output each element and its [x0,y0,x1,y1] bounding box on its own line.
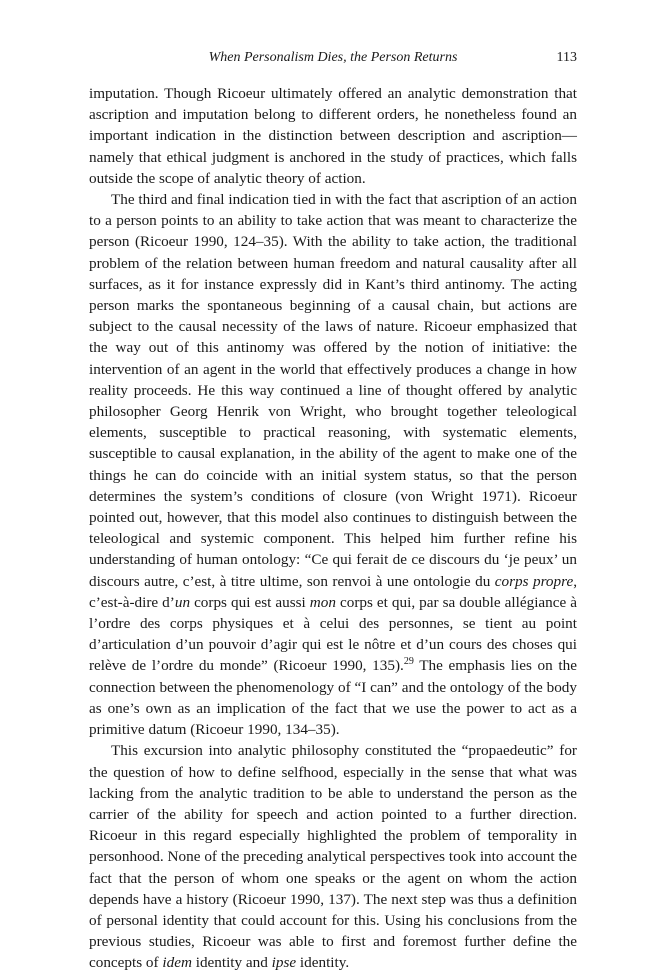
paragraph [89,740,577,973]
paragraph-text: corps et qui, par sa double allégiance à l’ordre des corps physiques et à celui des personnes, se tient au point d’articulation d’un pouvoir d’agir qui est le nôtre et d’un cours des choses qui relève de l’ordre du monde” (Ricoeur 1990, 135). [89,593,578,675]
paragraph [89,83,577,189]
paragraph-text: identity. [296,954,350,972]
paragraph-text: The third and final indication tied in with the fact that ascription of an action to a person points to an ability to take action that was meant to characterize the person (Ricoeur 1990, 124–35). With the ability to take action, the traditional problem of the relation between human freedom and natural causality after all surfaces, as it for instance expressly did in Kant’s third antinomy. The acting person marks the spontaneous beginning of a causal chain, but actions are subject to the causal necessity of the laws of nature. Ricoeur emphasized that the way out of this antinomy was offered by the notion of initiative: the intervention of an agent in the world that effectively produces a change in how reality proceeds. He this way continued a line of thought offered by analytic philosopher Georg Henrik von Wright, who brought together teleological elements, susceptible to practical reasoning, with systematic elements, susceptible to causal explanation, in the ability of the agent to make one of the things he can do coincide with an initial system status, so that the person determines the system’s conditions of closure (von Wright 1971). Ricoeur pointed out, however, that this model also continues to distinguish between the teleological and systemic component. This helped him further refine his understanding of human ontology: “Ce qui ferait de ce discours du ‘je peux’ un discours autre, c’est, à titre ultime, son renvoi à une ontologie du [89,191,577,590]
paragraph-text: , c’est-à-dire d’ [89,572,577,611]
running-head-title: When Personalism Dies, the Person Returns [208,50,458,65]
paragraph-text: imputation. Though Ricoeur ultimately offered an analytic demonstration that ascription and imputation belong to different orders, he nonetheless found an important indication in the distinction between description and ascription—namely that ethical judgment is anchored in the study of practices, which falls outside the scope of analytic theory of action. [89,85,577,187]
italic-text: un [174,593,191,611]
paragraph-text: The emphasis lies on the connection between the phenomenology of “I can” and the ontology of the body as one’s own as an implication of the fact that we use the power to act as a primitive datum (Ricoeur 1990, 134–35). [89,657,577,739]
paragraph [89,189,577,740]
running-head [89,50,577,70]
page-number: 113 [556,50,577,65]
body-text [89,83,577,974]
italic-text: idem [162,954,192,972]
italic-text: mon [309,593,336,611]
italic-text: ipse [271,954,297,972]
italic-text: corps propre [494,572,574,590]
paragraph-text: This excursion into analytic philosophy constituted the “propaedeutic” for the question of how to define selfhood, especially in the sense that what was lacking from the analytic tradition to be able to understand the person as the carrier of the ability for speech and action pointed to a further direction. Ricoeur in this regard especially highlighted the problem of temporality in personhood. None of the preceding analytical perspectives took into account the fact that the person of whom one speaks or the agent on whom the action depends have a history (Ricoeur 1990, 137). The next step was thus a definition of personal identity that could account for this. Using his conclusions from the previous studies, Ricoeur was able to first and foremost further define the concepts of [89,742,577,972]
paragraph-text: identity and [191,954,272,972]
paragraph-text: corps qui est aussi [190,593,310,611]
footnote-reference: 29 [403,656,414,668]
